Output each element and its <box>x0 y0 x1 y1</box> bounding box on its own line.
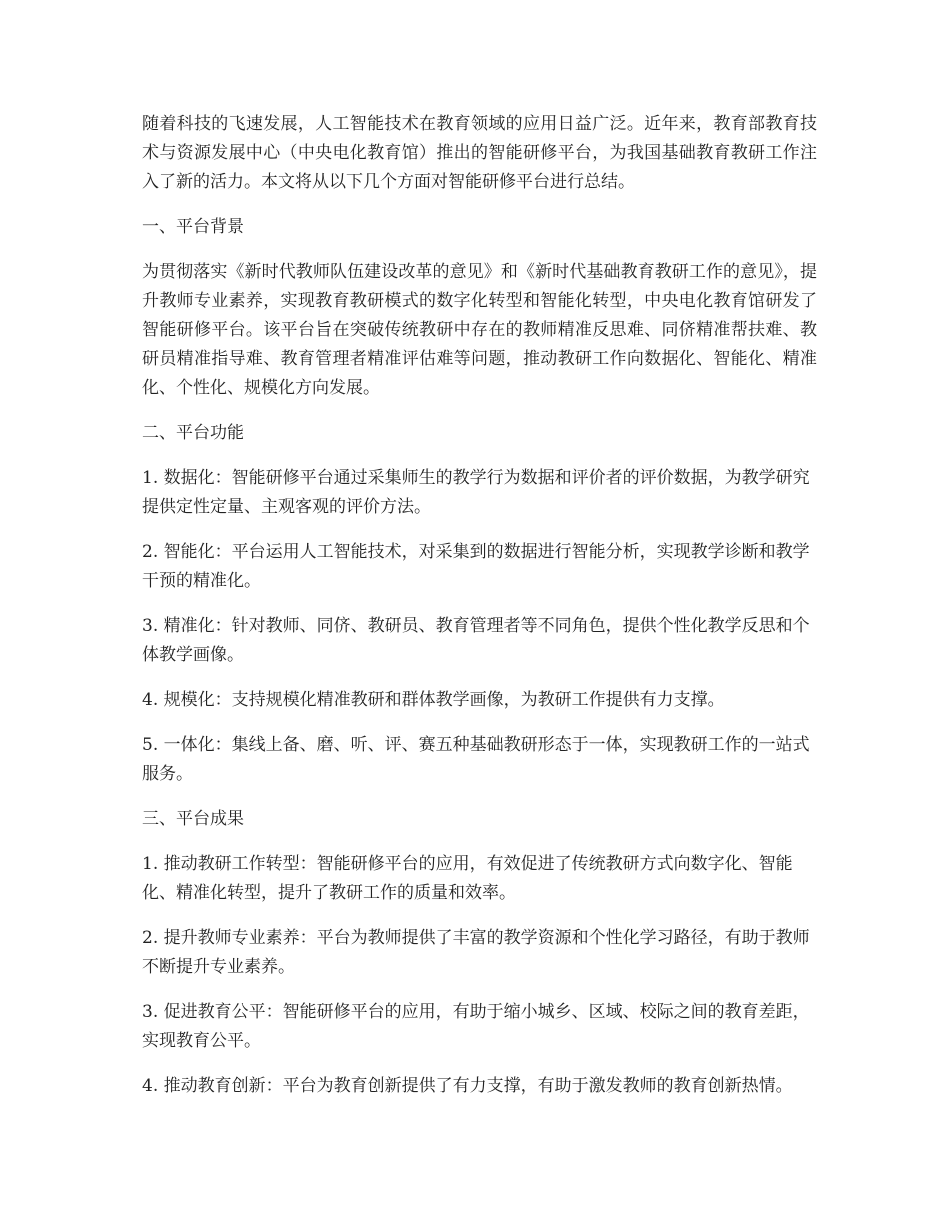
intro-paragraph: 随着科技的飞速发展，人工智能技术在教育领域的应用日益广泛。近年来，教育部教育技术与资源发展中心（中央电化教育馆）推出的智能研修平台，为我国基础教育教研工作注入了新的活力。本文将从以下几个方面对智能研修平台进行总结。 <box>142 114 817 192</box>
functions-list <box>142 464 817 789</box>
results-list <box>142 850 817 1101</box>
list-item: 3. 精准化：针对教师、同侪、教研员、教育管理者等不同角色，提供个性化教学反思和个体教学画像。 <box>142 616 810 665</box>
list-item: 4. 规模化：支持规模化精准教研和群体教学画像，为教研工作提供有力支撑。 <box>142 690 725 710</box>
section-heading-functions: 二、平台功能 <box>142 423 244 443</box>
list-item: 2. 智能化：平台运用人工智能技术，对采集到的数据进行智能分析，实现教学诊断和教学干预的精准化。 <box>142 542 810 591</box>
document-body <box>142 110 817 1117</box>
section-heading-results: 三、平台成果 <box>142 809 244 829</box>
list-item: 1. 推动教研工作转型：智能研修平台的应用，有效促进了传统教研方式向数字化、智能化、精准化转型，提升了教研工作的质量和效率。 <box>142 854 793 903</box>
list-item: 4. 推动教育创新：平台为教育创新提供了有力支撑，有助于激发教师的教育创新热情。 <box>142 1076 793 1096</box>
list-item: 1. 数据化：智能研修平台通过采集师生的教学行为数据和评价者的评价数据，为教学研究提供定性定量、主观客观的评价方法。 <box>142 468 810 517</box>
section-heading-background: 一、平台背景 <box>142 217 244 237</box>
list-item: 3. 促进教育公平：智能研修平台的应用，有助于缩小城乡、区域、校际之间的教育差距，实现教育公平。 <box>142 1002 810 1051</box>
background-paragraph: 为贯彻落实《新时代教师队伍建设改革的意见》和《新时代基础教育教研工作的意见》，提升教师专业素养，实现教育教研模式的数字化转型和智能化转型，中央电化教育馆研发了智能研修平台。该平台旨在突破传统教研中存在的教师精准反思难、同侪精准帮扶难、教研员精准指导难、教育管理者精准评估难等问题，推动教研工作向数据化、智能化、精准化、个性化、规模化方向发展。 <box>142 262 817 398</box>
list-item: 2. 提升教师专业素养：平台为教师提供了丰富的教学资源和个性化学习路径，有助于教师不断提升专业素养。 <box>142 928 810 977</box>
list-item: 5. 一体化：集线上备、磨、听、评、赛五种基础教研形态于一体，实现教研工作的一站式服务。 <box>142 735 810 784</box>
